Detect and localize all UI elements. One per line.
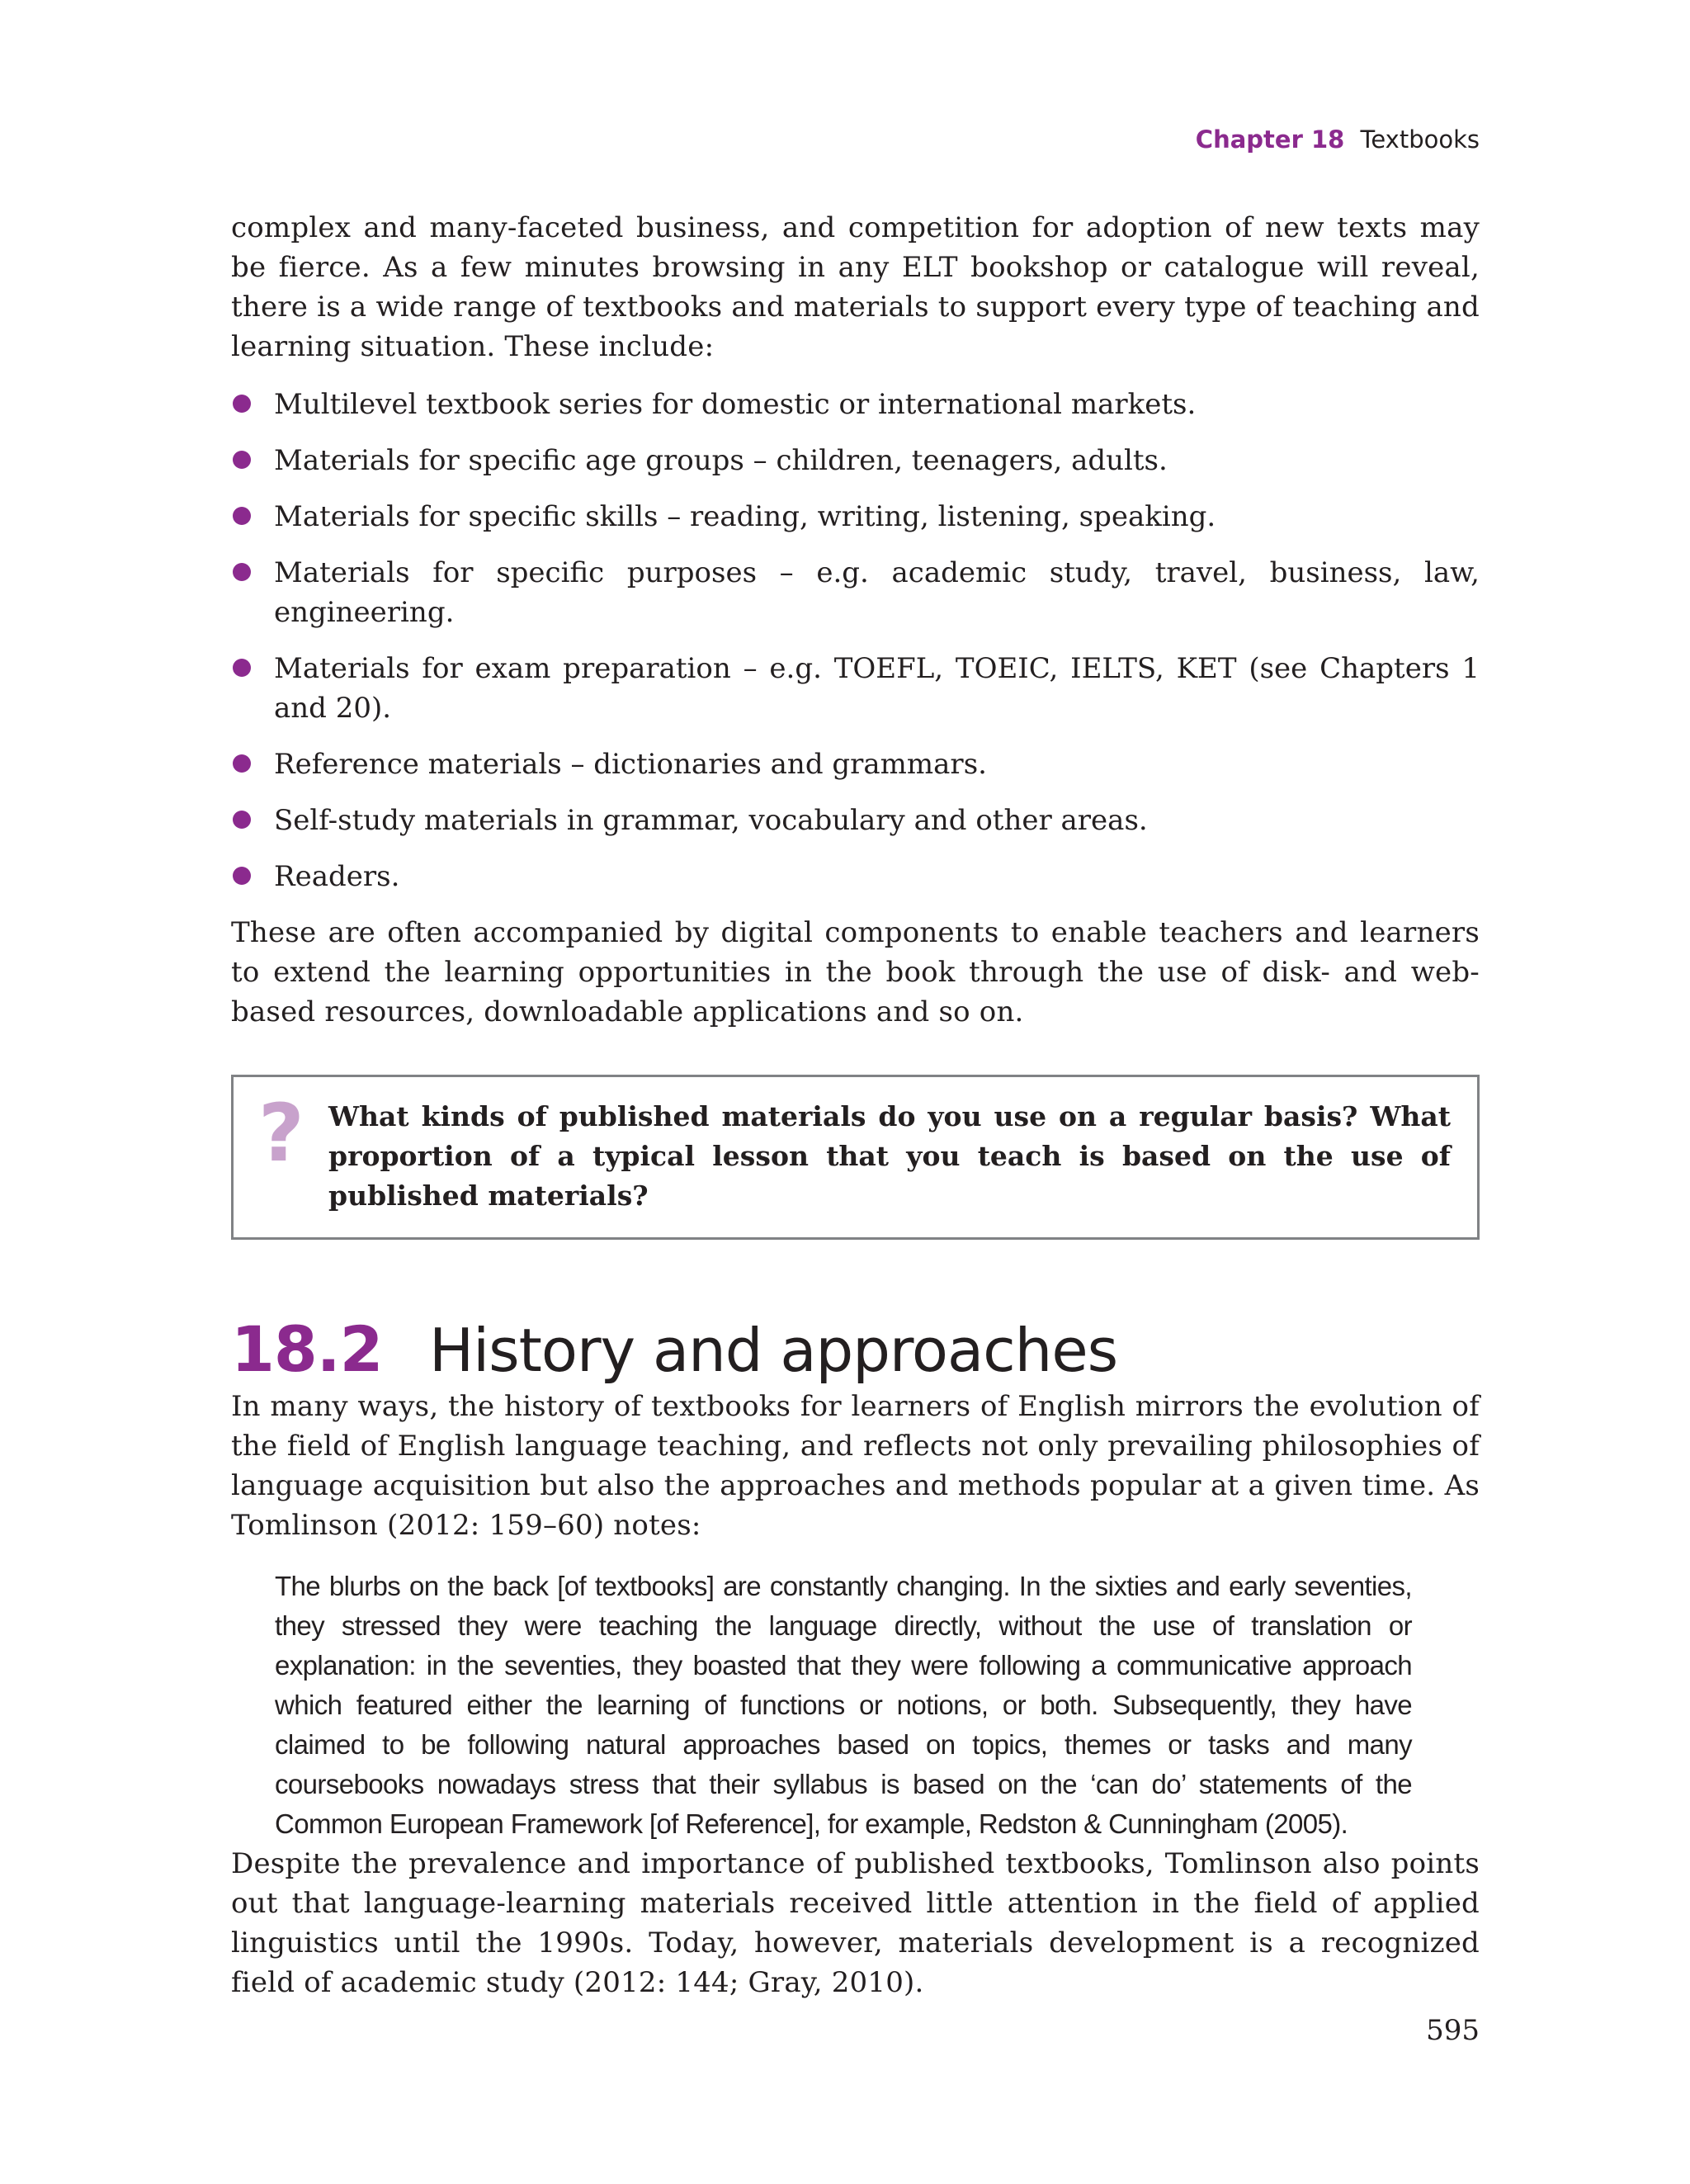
bullet-dot-icon <box>233 867 251 885</box>
list-item <box>231 801 1480 840</box>
list-item-text: Reference materials – dictionaries and grammars. <box>274 748 987 781</box>
bullet-dot-icon <box>233 451 251 469</box>
running-head-title: Textbooks <box>1360 125 1480 154</box>
list-item <box>231 441 1480 480</box>
section-heading <box>231 1312 1480 1387</box>
closing-paragraph: Despite the prevalence and importance of published textbooks, Tomlinson also points out that language-learning materials received little attention in the field of applied linguistics until the 1990s. Today, however, materials development is a recognized field of academic study (2012: 144; Gray, 2010). <box>231 1847 1480 1999</box>
section-number: 18.2 <box>231 1312 383 1386</box>
list-item-text: Self-study materials in grammar, vocabulary and other areas. <box>274 804 1148 837</box>
bullet-dot-icon <box>233 507 251 525</box>
bullet-dot-icon <box>233 754 251 773</box>
list-item-text: Materials for exam preparation – e.g. TOEFL, TOEIC, IELTS, KET (see Chapters 1 and 20). <box>274 652 1480 725</box>
list-item <box>231 497 1480 537</box>
materials-list <box>231 385 1480 896</box>
block-quote: The blurbs on the back [of textbooks] are constantly changing. In the sixties and early seventies, they stressed they were teaching the language directly, without the use of translation or explanation: in the seventies, they boasted that they were following a communicative approach which featured either the learning of functions or notions, or both. Subsequently, they have claimed to be following natural approaches based on topics, themes or tasks and many coursebooks nowadays stress that their syllabus is based on the ‘can do’ statements of the Common European Framework [of Reference], for example, Redston & Cunningham (2005). <box>275 1571 1412 1839</box>
list-item-text: Materials for specific age groups – children, teenagers, adults. <box>274 444 1168 477</box>
list-item <box>231 857 1480 896</box>
after-list-paragraph: These are often accompanied by digital components to enable teachers and learners to extend the learning opportunities in the book through the use of disk- and web-based resources, downloadable applications and so on. <box>231 916 1480 1028</box>
list-item-text: Readers. <box>274 860 400 893</box>
list-item-text: Materials for specific skills – reading, writing, listening, speaking. <box>274 500 1216 533</box>
list-item <box>231 385 1480 424</box>
bullet-dot-icon <box>233 659 251 677</box>
bullet-dot-icon <box>233 563 251 581</box>
running-head <box>1196 125 1480 154</box>
list-item <box>231 649 1480 728</box>
running-head-chapter: Chapter 18 <box>1195 125 1345 154</box>
bullet-dot-icon <box>233 395 251 413</box>
question-mark-icon: ? <box>258 1087 304 1179</box>
section-title: History and approaches <box>429 1316 1118 1385</box>
list-item <box>231 745 1480 784</box>
question-box <box>231 1075 1480 1240</box>
question-text: What kinds of published materials do you use on a regular basis? What proportion of a typical lesson that you teach is based on the use of published materials? <box>328 1100 1451 1212</box>
section-paragraph: In many ways, the history of textbooks for learners of English mirrors the evolution of the field of English language teaching, and reflects not only prevailing philosophies of language acquisition but also the approaches and methods popular at a given time. As Tomlinson (2012: 159–60) notes: <box>231 1390 1480 1542</box>
list-item <box>231 553 1480 632</box>
list-item-text: Materials for specific purposes – e.g. academic study, travel, business, law, engineering. <box>274 556 1480 629</box>
page-content <box>231 208 1480 2002</box>
page-number: 595 <box>1426 2014 1480 2047</box>
bullet-dot-icon <box>233 811 251 829</box>
list-item-text: Multilevel textbook series for domestic or international markets. <box>274 388 1197 421</box>
intro-paragraph: complex and many-faceted business, and competition for adoption of new texts may be fierce. As a few minutes browsing in any ELT bookshop or catalogue will reveal, there is a wide range of textbooks and materials to support every type of teaching and learning situation. These include: <box>231 211 1480 363</box>
